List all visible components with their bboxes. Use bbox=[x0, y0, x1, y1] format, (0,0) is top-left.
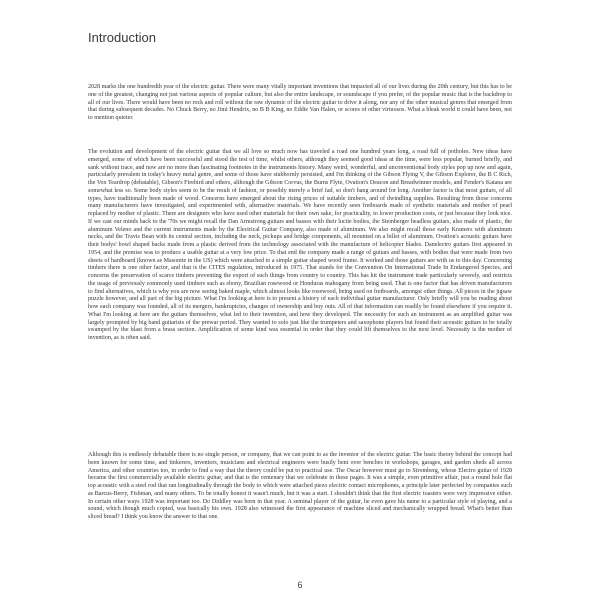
page-number: 6 bbox=[297, 580, 303, 590]
paragraph-2: The evolution and development of the electric guitar that we all love so much now has traveled a road one hundred years long, a road full of potholes. New ideas have emerged, some of which have been successful and stood the test of time, whilst others, although they seemed good ideas at the time, were less popular, burned briefly, and sank without trace, and now are no more than fascinating footnotes in the instruments history. Many weird, wonderful, and unconventional body styles pop up now and again, particularly prevalent in today's heavy metal genre, and some of those have stubbornly persisted, and I'm thinking of the Gibson Flying V, the Gibson Explorer, the B C Rich, the Vox Teardrop (debatable), Gibson's Firebird and others, although the Gibson Corvus, the Burns Flyte, Ovation's Deacon and Breadwinner models, and Fender's Katana are somewhat less so. Some body styles seem to be the result of fashion, or possibly merely a brief fad, so don't hang around for long. Another factor is that most guitars, of all types, have traditionally been made of wood. Concerns have emerged about the rising prices of suitable timbers, and of dwindling supplies. Resulting from those concerns many manufacturers have investigated, and experimented with, alternative materials. We have recently seen fretboards made of synthetic materials and mother of pearl replaced by mother of plastic. There are designers who have used other materials for their own sake, for practicality, to lower production costs, or just because they look nice. If we cast our minds back to the '70s we might recall the Dan Armstrong guitars and basses with their lucite bodies, the Steinberger headless guitars, also made of plastic, the aluminum Veleno and the current instruments made by the Electrical Guitar Company, also made of aluminum. We also might recall those early Kramers with aluminum necks, and the Travis Bean with its central section, including the neck, pickups and bridge components, all mounted on a billet of aluminum. Ovation's acoustic guitars have their bodys' bowl shaped backs made from a plastic derived from the technology associated with the manufacture of helicopter blades. Danelectro guitars first appeared in 1954, and the premise was to produce a usable guitar at a very low price. To that end the company made a range of guitars and basses, with bodies that were made from two sheets of hardboard (known as Masonite in the US) which were attached to a simple guitar shaped wood frame. It worked and those guitars are with us to this day. Concerning timbers there is one other factor, and that is the CITES regulation, introduced in 1975. That stands for the Convention On International Trade In Endangered Species, and concerns the preservation of scarce timbers preventing the export of such things from country to country. This has hit the instrument trade particularly severely, and restricts the usage of previously commonly used timbers such as ebony, Brazilian rosewood or Honduras mahogany from being used. That is one factor that has driven manufacturers to find alternatives, which is why you are now seeing baked maple, which almost looks like rosewood, being used on fretboards, amongst other things. All pieces in the jigsaw puzzle however, and all part of the big picture. What I'm looking at here is to present a history of each individual guitar manufacturer. Only briefly will you be reading about how each company was founded, all of its mergers, bankruptcies, changes of ownership and buy outs. All of that information can readily be found elsewhere if you require it. What I'm looking at here are the guitars themselves, what led to their invention, and how they developed. The necessity for such an instrument as an amplified guitar was largely prompted by big band guitarists of the prewar period. They wanted to solo just like the trumpeters and saxophone players but found their acoustic guitars to be totally swamped by the blast from a brass section. Amplification of some kind was essential in order that they could lift themselves to the next level. Necessity is the mother of invention, as is often said. bbox=[88, 149, 512, 341]
paragraph-3: Although this is endlessly debatable there is no single person, or company, that we can point to as the inventor of the electric guitar. The basic theory behind the concept had been known for some time, and tinkerers, inventors, musicians and electrical engineers were busily bent over benches in workshops, garages, and garden sheds all across America, and other countries too, in order to find a way that the theory could be put to practical use. The Oscar however must go to Stromberg, whose Electro guitar of 1928 became the first commercially available electric guitar, and that is the centenary that we celebrate in these pages. It was a simple, even primitive affair, just a round hole flat top acoustic with a steel rod that ran longitudinally through the body to which were attached piezo electric contact microphones, a principle later perfected by companies such as Barcus-Berry, Fishman, and many others. To be totally honest it wasn't much, but it was a start. I shouldn't think that the first electric toasters were very impressive either. In certain other ways 1928 was important too. Do Diddley was born in that year. A seminal player of the guitar, he even gave his name to a particular style of playing, and a sound, which though much copied, was basically his own. 1928 also witnessed the first appearance of machine sliced and mechanically wrapped bread. What's better than sliced bread? I think you know the answer to that one. bbox=[88, 452, 512, 520]
paragraph-1: 2028 marks the one hundredth year of the electric guitar. There were many vitally important inventions that impacted all of our lives during the 20th century, but this has to be one of the greatest, changing not just various aspects of popular culture, but also the entire landscape, or soundscape if you prefer, of the popular music that is the backdrop to all of our lives. There would have been no rock and roll without the raw dynamic of the electric guitar to drive it along, nor any of the other musical genres that emerged from that during subsequent decades. No Chuck Berry, no Jimi Hendrix, no B B King, no Eddie Van Halen, or scores of other virtuosos. What a bleak world it could have been, not to mention quieter. bbox=[88, 84, 512, 121]
page-heading: Introduction bbox=[88, 30, 156, 45]
